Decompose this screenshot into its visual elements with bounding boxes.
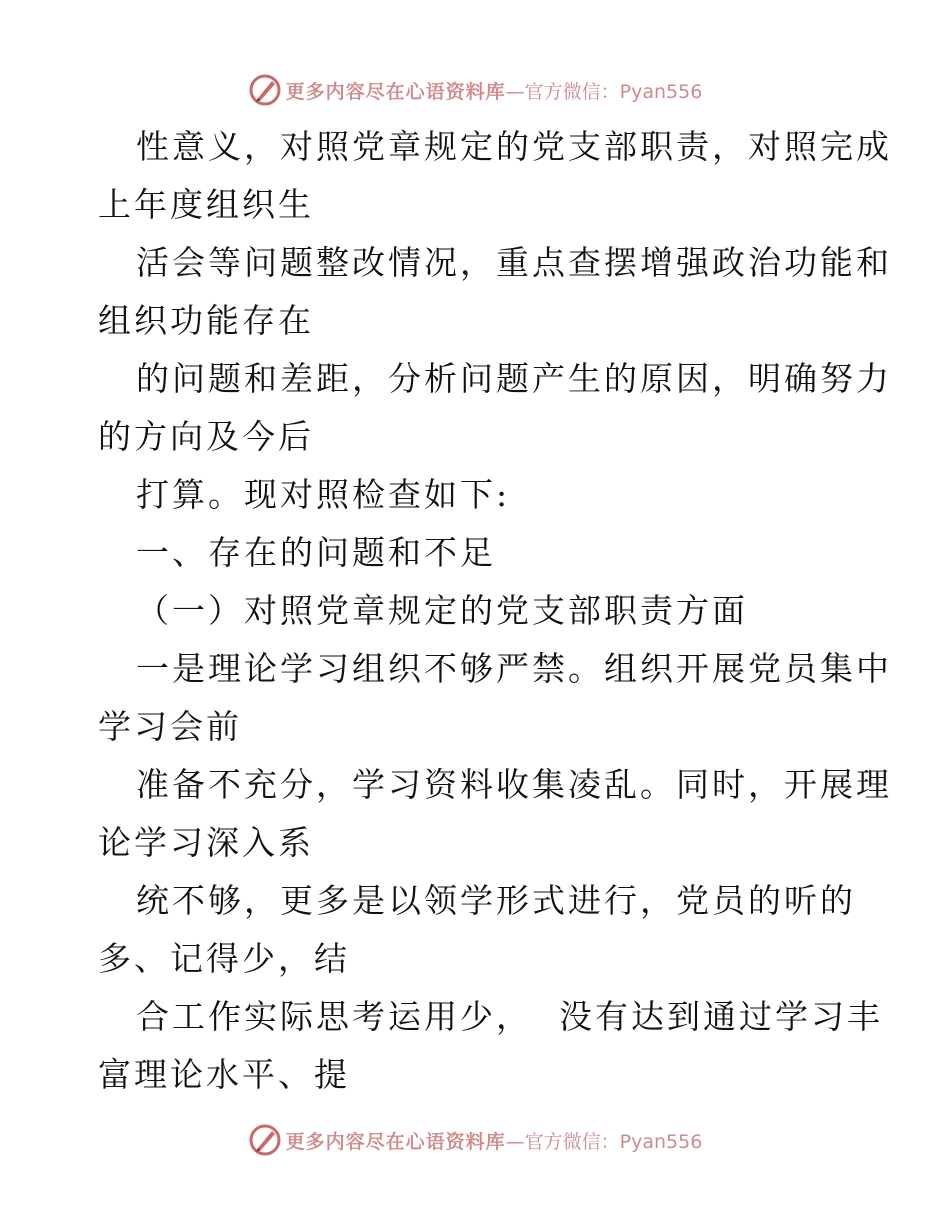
banner-contact: —官方微信：Pyan556 [505,1130,703,1153]
text-line: 活会等问题整改情况，重点查摆增强政治功能和 [136,243,892,282]
banner-contact: —官方微信：Pyan556 [505,80,703,103]
header-banner [0,70,950,110]
text-line: 统不够，更多是以领学形式进行，党员的听的 [136,881,856,920]
banner-text [286,77,703,104]
text-line: 上年度组织生 [98,185,314,224]
text-line: 的问题和差距，分析问题产生的原因，明确努力 [136,359,892,398]
text-line: 打算。现对照检查如下: [136,475,511,514]
text-line: 准备不充分，学习资料收集凌乱。同时，开展理 [136,765,892,804]
text-line: 的方向及今后 [98,417,314,456]
banner-text [286,1127,703,1154]
text-line: 性意义，对照党章规定的党支部职责，对照完成 [136,127,892,166]
document-body [98,118,892,1104]
text-line: 论学习深入系 [98,823,314,862]
text-line: 一是理论学习组织不够严禁。组织开展党员集中 [136,649,892,688]
text-line: 组织功能存在 [98,301,314,340]
banner-site: 更多内容尽在心语资料库 [285,1130,506,1153]
banner-site: 更多内容尽在心语资料库 [285,80,506,103]
text-line: 学习会前 [98,707,242,746]
text-line: 富理论水平、提 [98,1055,350,1094]
text-line: 多、记得少，结 [98,939,350,978]
subsection-heading: （一）对照党章规定的党支部职责方面 [136,591,748,630]
section-heading: 一、存在的问题和不足 [136,533,496,572]
text-line: 合工作实际思考运用少， 没有达到通过学习丰 [136,997,883,1036]
quill-pen-circle-icon [248,1123,282,1157]
footer-banner [0,1120,950,1160]
quill-pen-circle-icon [248,73,282,107]
